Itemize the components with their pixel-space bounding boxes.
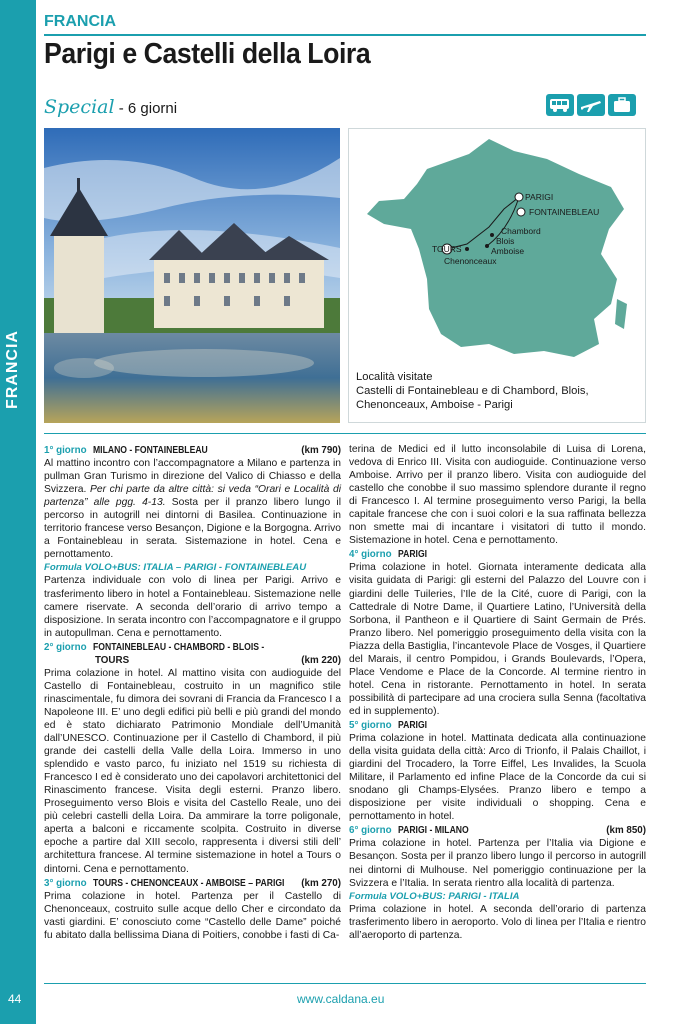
day-heading [349, 719, 646, 732]
day-number: 6° giorno [349, 825, 392, 837]
day-heading [349, 824, 646, 837]
day-title: MILANO - FONTAINEBLEAU [92, 445, 208, 456]
formula-description: Prima colazione in hotel. A seconda dell’orario di partenza trasferimento libero in aeroporto. Volo di linea per l’Italia e rientro all’aeroporto di partenza. [349, 903, 646, 941]
day-title: TOURS - CHENONCEAUX - AMBOISE – PARIGI [92, 877, 285, 889]
map-label-blois: Blois [496, 236, 515, 246]
day-number: 3° giorno [44, 877, 87, 889]
day-heading [349, 548, 646, 561]
day-title: PARIGI - MILANO [397, 825, 469, 837]
map-label-chambord: Chambord [501, 226, 541, 236]
day-description-continued: terina de Medici ed il lutto inconsolabile di Luisa di Lorena, vedova di Enrico III. Visita con audioguide. Continuazione verso Amboise. Arrivo per il pranzo libero. Visita con audioguide del castello che conobbe il suo massimo splendore durante il regno di Francesco I. Al termine proseguimento verso Parigi, la bella capitale francese che con i suoi colori e la sua raffinata bellezza non smette mai di incantare i visitatori di tutto il mondo. Sistemazione in hotel. Cena e pernottamento. [349, 444, 646, 547]
bottom-divider [44, 983, 646, 984]
day-description [44, 457, 341, 561]
map-caption-title: Località visitate [356, 371, 433, 383]
transport-icons [546, 94, 636, 116]
formula-heading: Formula VOLO+BUS: PARIGI - ITALIA [349, 890, 520, 902]
map-label-parigi: PARIGI [525, 192, 554, 202]
day-distance: (km 850) [606, 825, 646, 837]
day1-text-b: Sosta per il pranzo libero lungo il percorso in autogrill nei dintorni di Basilea. Continuazione in territorio francese verso Besançon, Digione e la Borgogna. Arrivo a Fontainebleau in serata. Sistemazione in hotel. Cena e pernottamento. [44, 497, 341, 561]
suitcase-icon [608, 94, 636, 116]
day-number: 4° giorno [349, 549, 392, 561]
map-label-chenonceaux: Chenonceaux [444, 256, 497, 266]
day-heading [44, 877, 341, 890]
day-distance: (km 220) [301, 654, 341, 666]
day-title: PARIGI [397, 719, 427, 731]
itinerary-left-column [44, 443, 341, 942]
website-link[interactable]: www.caldana.eu [297, 992, 385, 1006]
day-description: Prima colazione in hotel. Giornata interamente dedicata alla visita guidata di Parigi: gli esterni del Palazzo del Louvre con i giardini delle Tuileries, l’Ile de la Cité, cuore di Parigi, con la Cattedrale di Notre Dame, il Quartiere Latino, l’Università della Sorbona, il Pantheon e il Quartiere di Saint Germain de Prés. Pranzo libero. Nel pomeriggio proseguimento della visita con la Piazza della Bastiglia, l’incantevole Place de Vosges, il Quartiere del Marais, il centro Pompidou, i Grands Boulevards, l’Opera, Place Vendome e Place de la Concorde. Al termine rientro in hotel. Cena in ristorante. Pernottamento in hotel. In serata possibilità di partecipare ad una crociera sulla Senna (facoltativa ed in supplemento). [349, 562, 646, 717]
map-caption-text: Castelli di Fontainebleau e di Chambord, Blois, Chenonceaux, Amboise - Parigi [356, 385, 589, 411]
content-divider [44, 433, 646, 434]
bus-icon [546, 94, 574, 116]
day-heading [44, 444, 341, 457]
day-description: Prima colazione in hotel. Partenza per il Castello di Chenonceaux, costruito sulle acque dello Cher e circondato da vasti giardini. E’ conosciuto come “Castello delle Dame” poiché fu abitato dalla bellissima Diana di Poitiers, conobbe i fasti di Ca- [44, 890, 341, 941]
chateau-photo [44, 128, 340, 423]
itinerary-right-column [349, 443, 646, 942]
plane-icon [577, 94, 605, 116]
day-number: 1° giorno [44, 445, 87, 456]
day1-text-italic: Per chi parte da altre città: si veda “Orari e Località di partenza” alle pgg. 4-13. [44, 484, 341, 509]
tour-subtitle [44, 96, 177, 118]
day-number: 2° giorno [44, 641, 87, 653]
sidebar-country-label: FRANCIA [4, 330, 21, 410]
day-distance: (km 790) [301, 445, 341, 456]
day-number: 5° giorno [349, 719, 392, 731]
map-caption [356, 370, 646, 412]
day-title: FONTAINEBLEAU - CHAMBORD - BLOIS - [92, 641, 264, 653]
sidebar [0, 0, 36, 1024]
map-label-tours: TOURS [432, 244, 462, 254]
formula-description: Partenza individuale con volo di linea per Parigi. Arrivo e trasferimento libero in hotel a Fontainebleau. Sistemazione nelle camere riservate. A seconda dell’orario di arrivo tempo a disposizione. In serata incontro con l’accompagnatore e il gruppo in autopullman. Cena e pernottamento. [44, 575, 341, 639]
day-heading-continued [44, 654, 341, 667]
top-divider [44, 34, 646, 36]
duration-label: - 6 giorni [118, 100, 178, 117]
day-description: Prima colazione in hotel. Mattinata dedicata alla continuazione della visita guidata della città: Arco di Trionfo, il Palais Chaillot, i giardini del Trocadero, la Torre Eiffel, Les Invalides, la Scuola Militare, il Parlamento ed infine Place de la Concorde da cui si snodano gli Champs-Elysées. Pranzo libero e tempo a disposizione per visite individuali o shopping. Cena e pernottamento in hotel. [349, 733, 646, 823]
map-label-amboise: Amboise [491, 246, 525, 256]
day1-text-a: Al mattino incontro con l’accompagnatore a Milano e partenza in pullman Gran Turismo in direzione del Valico di Chiasso e della Svizzera. [44, 458, 341, 496]
page-number: 44 [8, 992, 22, 1006]
formula-heading: Formula VOLO+BUS: ITALIA – PARIGI - FONTAINEBLEAU [44, 562, 307, 574]
special-label: Special [44, 96, 115, 118]
day-title-continued: TOURS [95, 654, 130, 666]
day-title: PARIGI [397, 549, 427, 561]
day-description: Prima colazione in hotel. Al mattino visita con audioguide del Castello di Fontainebleau, costruito in un magnifico stile rinascimentale, fu dimora dei sovrani di Francia da Francesco I a Napoleone III. E’ uno degli edifici più belli e più grandi del mondo ed è stato dichiarato Patrimonio Mondiale dell’Umanità dall’UNESCO. Continuazione per il Castello di Chambord, il più grande dei castelli della Valle della Loira. Immerso in uno splendido e vasto parco, fu iniziato nel 1519 su richiesta di Francesco I ed è considerato uno dei capolavori architettonici del Rinascimento francese. Visita degli esterni. Pranzo libero. Proseguimento verso Blois e visita del Castello Reale, uno dei più celebri castelli della Loira. Da ammirare la torre poligonale, aperta a balconi e riccamente scolpita. Costruito in diverse epoche a partire dal XIII secolo, rappresenta i diversi stili dell’ architettura francese. Al termine sistemazione in hotel a Tours o dintorni. Cena e pernottamento. [44, 667, 341, 875]
day-distance: (km 270) [301, 877, 341, 889]
country-heading: FRANCIA [44, 13, 116, 30]
day-description: Prima colazione in hotel. Partenza per l’Italia via Digione e Besançon. Sosta per il pranzo libero lungo il percorso in autogrill nei dintorni di Mulhouse. Nel pomeriggio continuazione per la Svizzera e l’Italia. In serata rientro alla località di partenza. [349, 838, 646, 889]
map-label-fontainebleau: FONTAINEBLEAU [529, 207, 600, 217]
day-heading [44, 641, 341, 654]
page-title: Parigi e Castelli della Loira [44, 38, 371, 70]
